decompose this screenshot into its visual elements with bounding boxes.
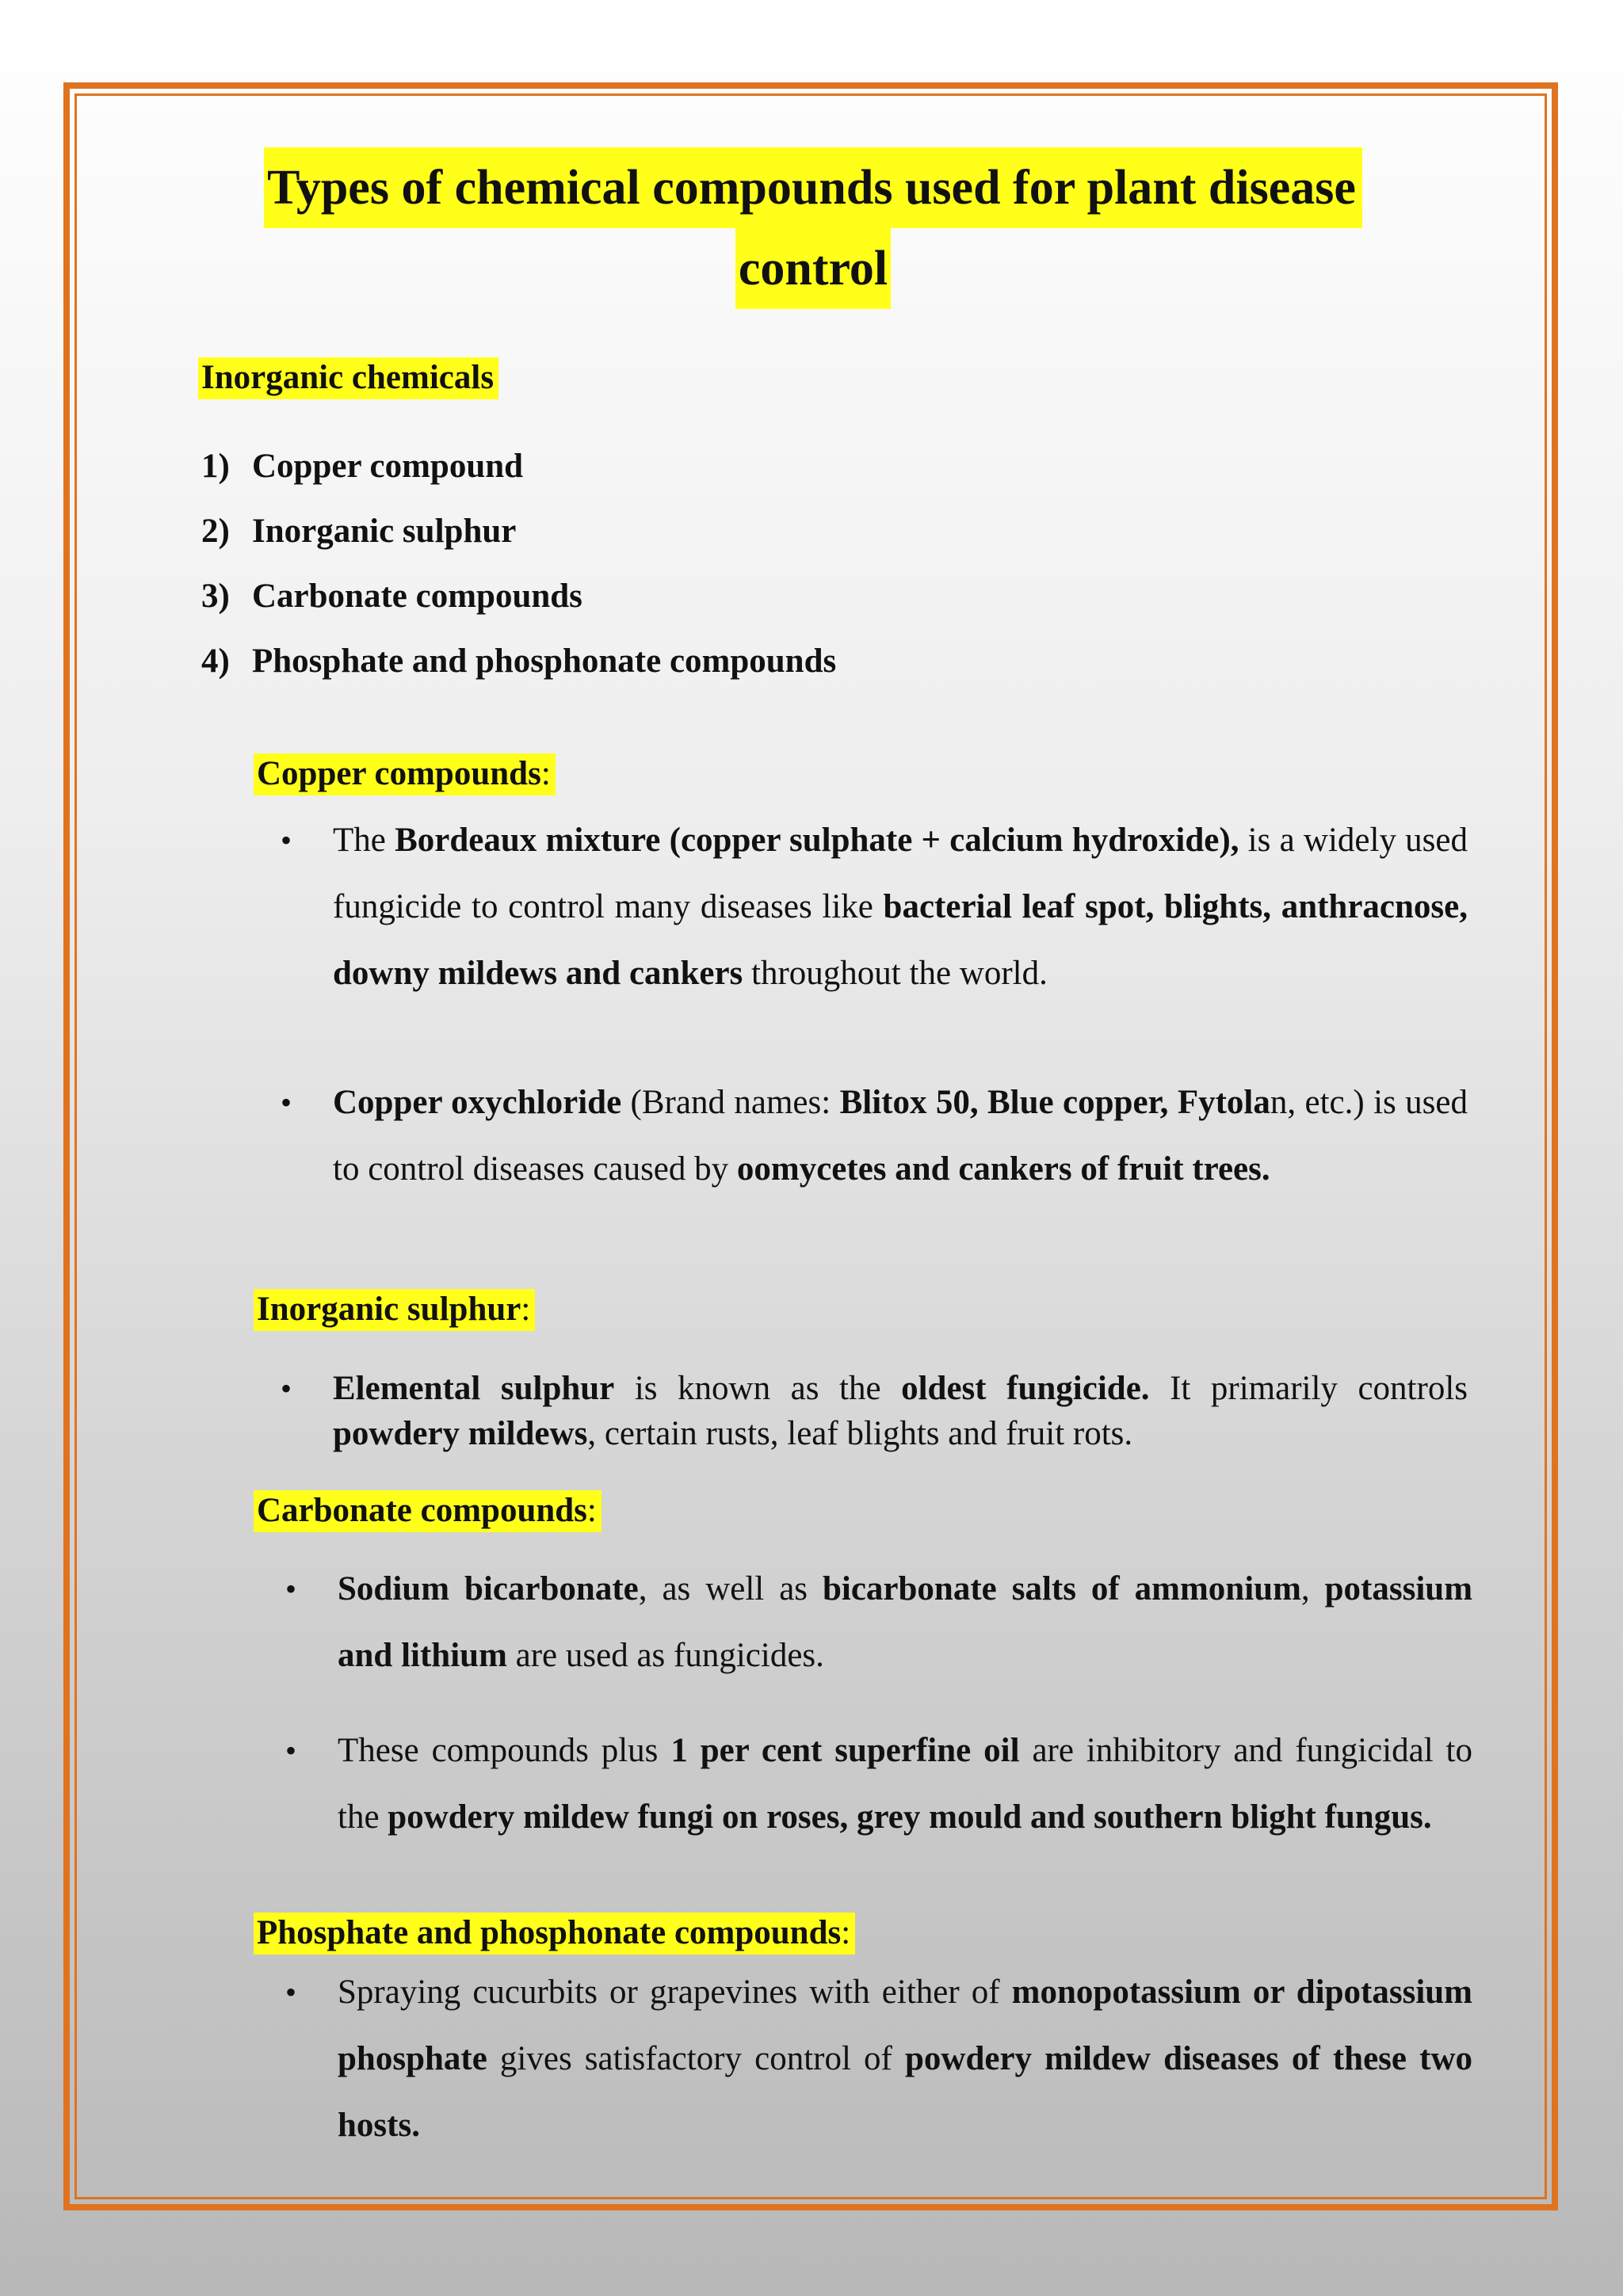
heading-label: Carbonate compounds (257, 1492, 587, 1529)
sodium-bicarbonate-bullet (338, 1556, 1472, 1689)
list-item-number: 2) (201, 513, 230, 550)
heading-label: Copper compounds (257, 755, 541, 792)
heading-label: Inorganic sulphur (257, 1291, 521, 1328)
inorganic-chemicals-heading-text: Inorganic chemicals (198, 357, 498, 399)
text-run: n, etc.) is used to control diseases caused by (333, 1084, 1468, 1188)
list-item (201, 629, 836, 694)
title-line-1: Types of chemical compounds used for plant disease (264, 147, 1362, 228)
text-run: It primarily controls (1149, 1370, 1468, 1407)
copper-oxychloride-bullet (333, 1070, 1468, 1203)
elemental-sulphur-bullet (333, 1366, 1468, 1456)
list-item-number: 3) (201, 578, 230, 615)
list-item (201, 564, 836, 629)
text-run: Spraying cucurbits or grapevines with either of (338, 1974, 1012, 2011)
bold-text-run: bacterial leaf spot, blights, anthracnose, downy mildews and cankers (333, 888, 1468, 992)
text-run: The (333, 822, 395, 859)
bold-text-run: Bordeaux mixture (copper sulphate + calcium hydroxide), (395, 822, 1239, 859)
text-run: are used as fungicides. (506, 1637, 824, 1674)
bold-text-run: oomycetes and cankers of fruit trees. (736, 1150, 1270, 1188)
bold-text-run: Blitox 50, Blue copper, Fytola (839, 1084, 1270, 1121)
phosphate-spraying-bullet (338, 1959, 1472, 2159)
bold-text-run: monopotassium or dipotassium phosphate (338, 1974, 1473, 2077)
bold-text-run: potassium and lithium (338, 1570, 1473, 1674)
document-title (166, 147, 1460, 309)
phosphate-compounds-heading (254, 1913, 855, 1952)
chemical-types-list (201, 434, 836, 694)
text-run: throughout the world. (743, 955, 1048, 992)
superfine-oil-bullet (338, 1718, 1472, 1851)
text-run: , (1300, 1570, 1325, 1608)
bold-text-run: powdery mildew fungi on roses, grey mould and southern blight fungus. (388, 1798, 1432, 1836)
list-item-label: Copper compound (252, 448, 524, 485)
bold-text-run: powdery mildew diseases of these two hosts. (338, 2040, 1472, 2144)
bordeaux-mixture-bullet (333, 807, 1468, 1007)
heading-label: Phosphate and phosphonate compounds (257, 1914, 842, 1951)
list-item-label: Phosphate and phosphonate compounds (252, 643, 837, 680)
text-run: These compounds plus (338, 1732, 671, 1769)
list-item (201, 499, 836, 564)
heading-colon: : (540, 755, 551, 792)
text-run: , certain rusts, leaf blights and fruit rots. (587, 1415, 1133, 1452)
inorganic-sulphur-heading (254, 1290, 535, 1329)
bold-text-run: 1 per cent superfine oil (670, 1732, 1020, 1769)
text-run: is known as the (614, 1370, 902, 1407)
bold-text-run: powdery mildews (333, 1415, 588, 1452)
list-item (201, 434, 836, 499)
bold-text-run: oldest fungicide. (901, 1370, 1150, 1407)
carbonate-compounds-heading-text (254, 1490, 601, 1532)
list-item-number: 1) (201, 448, 230, 485)
bold-text-run: Elemental sulphur (333, 1370, 615, 1407)
list-item-label: Inorganic sulphur (252, 513, 517, 550)
heading-colon: : (586, 1492, 597, 1529)
heading-colon: : (841, 1914, 851, 1951)
text-run: (Brand names: (621, 1084, 840, 1121)
copper-compounds-heading (254, 754, 556, 793)
list-item-label: Carbonate compounds (252, 578, 582, 615)
copper-compounds-heading-text (254, 753, 556, 795)
bold-text-run: bicarbonate salts of ammonium (822, 1570, 1301, 1608)
inorganic-chemicals-heading (198, 358, 498, 397)
text-run: is a widely used fungicide to control many diseases like (333, 822, 1468, 925)
text-run: , as well as (638, 1570, 823, 1608)
inorganic-sulphur-heading-text (254, 1289, 535, 1331)
bold-text-run: Copper oxychloride (333, 1084, 622, 1121)
carbonate-compounds-heading (254, 1491, 601, 1530)
text-run: are inhibitory and fungicidal to the (338, 1732, 1473, 1836)
list-item-number: 4) (201, 643, 230, 680)
heading-colon: : (521, 1291, 531, 1328)
title-line-2: control (735, 228, 891, 309)
bold-text-run: Sodium bicarbonate (338, 1570, 639, 1608)
phosphate-compounds-heading-text (254, 1913, 855, 1955)
text-run: gives satisfactory control of (487, 2040, 905, 2077)
